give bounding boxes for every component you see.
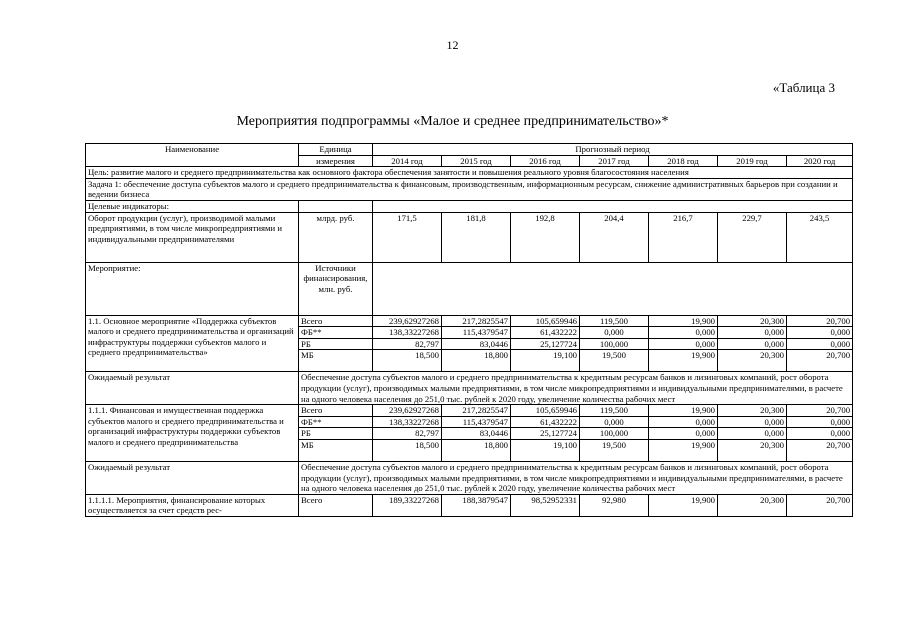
page-number: 12 (446, 38, 459, 52)
value-cell: 20,300 (718, 405, 787, 417)
value-cell: 20,700 (787, 405, 853, 417)
value-cell: 0,000 (649, 338, 718, 350)
value-cell: 19,900 (649, 315, 718, 327)
value-cell: 92,980 (580, 494, 649, 516)
value-cell: 19,100 (511, 439, 580, 461)
value-cell: 119,500 (580, 315, 649, 327)
indicator-row (86, 212, 853, 262)
value-cell: 0,000 (787, 428, 853, 440)
value-cell: 20,300 (718, 350, 787, 372)
header-row-1 (86, 144, 853, 156)
value-cell: 217,2825547 (442, 315, 511, 327)
header-year: 2019 год (718, 155, 787, 167)
value-cell: 0,000 (649, 327, 718, 339)
value-cell: 20,300 (718, 315, 787, 327)
indicator-value: 192,8 (511, 212, 580, 262)
source-cell: Всего (299, 315, 373, 327)
value-cell: 20,700 (787, 494, 853, 516)
value-cell: 0,000 (718, 428, 787, 440)
table-row (86, 315, 853, 327)
value-cell: 0,000 (787, 338, 853, 350)
value-cell: 0,000 (718, 338, 787, 350)
indicator-value: 229,7 (718, 212, 787, 262)
value-cell: 19,100 (511, 350, 580, 372)
indicator-unit: млрд. руб. (299, 212, 373, 262)
value-cell: 217,2825547 (442, 405, 511, 417)
value-cell: 0,000 (718, 416, 787, 428)
value-cell: 189,33227268 (373, 494, 442, 516)
measures-label: Мероприятие: (86, 262, 299, 315)
value-cell: 18,800 (442, 439, 511, 461)
source-cell: ФБ** (299, 416, 373, 428)
value-cell: 115,4379547 (442, 416, 511, 428)
expected-label: Ожидаемый результат (86, 372, 299, 405)
expected-label: Ожидаемый результат (86, 461, 299, 494)
sources-label: Источники финансирования, млн. руб. (299, 262, 373, 315)
value-cell: 18,500 (373, 350, 442, 372)
value-cell: 25,127724 (511, 338, 580, 350)
goal-row (86, 167, 853, 179)
header-year: 2016 год (511, 155, 580, 167)
value-cell: 115,4379547 (442, 327, 511, 339)
indicator-value: 181,8 (442, 212, 511, 262)
indicators-label: Целевые индикаторы: (86, 200, 299, 212)
header-unit-line2: измерения (299, 155, 373, 167)
value-cell: 19,900 (649, 350, 718, 372)
indicator-value: 216,7 (649, 212, 718, 262)
header-year: 2015 год (442, 155, 511, 167)
indicator-value: 243,5 (787, 212, 853, 262)
value-cell: 0,000 (649, 428, 718, 440)
expected-text: Обеспечение доступа субъектов малого и среднего предпринимательства к кредитным ресурсам банков и лизинговых компаний, рост оборота продукции (услуг), производимых малыми предприятиями, в том числе микропредприятиями и индивидуальными предпринимателями, в расчете на одного человека населения до 251,0 тыс. рублей к 2020 году, увеличение количества рабочих мест (299, 461, 853, 494)
value-cell: 0,000 (787, 416, 853, 428)
header-forecast: Прогнозный период (373, 144, 853, 156)
value-cell: 18,800 (442, 350, 511, 372)
value-cell: 105,659946 (511, 405, 580, 417)
measures-label-row (86, 262, 853, 315)
value-cell: 20,700 (787, 315, 853, 327)
table-row (86, 494, 853, 516)
value-cell: 0,000 (580, 416, 649, 428)
header-name: Наименование (86, 144, 299, 167)
value-cell: 138,33227268 (373, 416, 442, 428)
value-cell: 20,300 (718, 494, 787, 516)
value-cell: 100,000 (580, 428, 649, 440)
table-label: «Таблица 3 (772, 80, 835, 95)
value-cell: 188,3879547 (442, 494, 511, 516)
value-cell: 61,432222 (511, 416, 580, 428)
value-cell: 19,500 (580, 439, 649, 461)
header-year: 2020 год (787, 155, 853, 167)
page-title: Мероприятия подпрограммы «Малое и среднее предпринимательство»* (236, 114, 669, 129)
expected-row (86, 372, 853, 405)
value-cell: 0,000 (718, 327, 787, 339)
value-cell: 19,900 (649, 405, 718, 417)
measure-1-name: 1.1. Основное мероприятие «Поддержка субъектов малого и среднего предпринимательства и организаций инфраструктуры поддержки субъектов малого и среднего предпринимательства» (86, 315, 299, 372)
value-cell: 0,000 (580, 327, 649, 339)
value-cell: 138,33227268 (373, 327, 442, 339)
value-cell: 239,62927268 (373, 405, 442, 417)
value-cell: 98,52952331 (511, 494, 580, 516)
value-cell: 19,900 (649, 439, 718, 461)
value-cell: 19,500 (580, 350, 649, 372)
expected-row (86, 461, 853, 494)
value-cell: 0,000 (787, 327, 853, 339)
indicators-row (86, 200, 853, 212)
measures-table (85, 143, 853, 517)
header-unit-line1: Единица (299, 144, 373, 156)
value-cell: 25,127724 (511, 428, 580, 440)
value-cell: 119,500 (580, 405, 649, 417)
header-year: 2017 год (580, 155, 649, 167)
value-cell: 20,700 (787, 439, 853, 461)
source-cell: РБ (299, 338, 373, 350)
goal-text: Цель: развитие малого и среднего предпринимательства как основного фактора обеспечения занятости и повышения реального уровня благосостояния населения (86, 167, 853, 179)
task-row (86, 178, 853, 200)
expected-text: Обеспечение доступа субъектов малого и среднего предпринимательства к кредитным ресурсам банков и лизинговых компаний, рост оборота продукции (услуг), производимых малыми предприятиями, в том числе микропредприятиями и индивидуальными предпринимателями, в расчете на одного человека населения до 251,0 тыс. рублей к 2020 году, увеличение количества рабочих мест (299, 372, 853, 405)
value-cell: 20,300 (718, 439, 787, 461)
task-text: Задача 1: обеспечение доступа субъектов малого и среднего предпринимательства к финансовым, производственным, информационным ресурсам, снижение административных барьеров при создании и ведении бизнеса (86, 178, 853, 200)
value-cell: 100,000 (580, 338, 649, 350)
table-row (86, 405, 853, 417)
value-cell: 18,500 (373, 439, 442, 461)
value-cell: 239,62927268 (373, 315, 442, 327)
source-cell: РБ (299, 428, 373, 440)
header-year: 2014 год (373, 155, 442, 167)
value-cell: 0,000 (649, 416, 718, 428)
value-cell: 82,797 (373, 338, 442, 350)
measure-2-name: 1.1.1. Финансовая и имущественная поддержка субъектов малого и среднего предпринимательства и организаций инфраструктуры поддержки субъектов малого и среднего предпринимательства (86, 405, 299, 462)
source-cell: Всего (299, 494, 373, 516)
value-cell: 83,0446 (442, 428, 511, 440)
value-cell: 83,0446 (442, 338, 511, 350)
value-cell: 19,900 (649, 494, 718, 516)
value-cell: 61,432222 (511, 327, 580, 339)
source-cell: ФБ** (299, 327, 373, 339)
indicator-value: 204,4 (580, 212, 649, 262)
source-cell: МБ (299, 350, 373, 372)
value-cell: 105,659946 (511, 315, 580, 327)
value-cell: 82,797 (373, 428, 442, 440)
indicator-value: 171,5 (373, 212, 442, 262)
source-cell: Всего (299, 405, 373, 417)
header-year: 2018 год (649, 155, 718, 167)
value-cell: 20,700 (787, 350, 853, 372)
source-cell: МБ (299, 439, 373, 461)
measure-3-name: 1.1.1.1. Мероприятия, финансирование которых осуществляется за счет средств рес- (86, 494, 299, 516)
indicator-name: Оборот продукции (услуг), производимой малыми предприятиями, в том числе микропредприятиями и индивидуальными предпринимателями (86, 212, 299, 262)
